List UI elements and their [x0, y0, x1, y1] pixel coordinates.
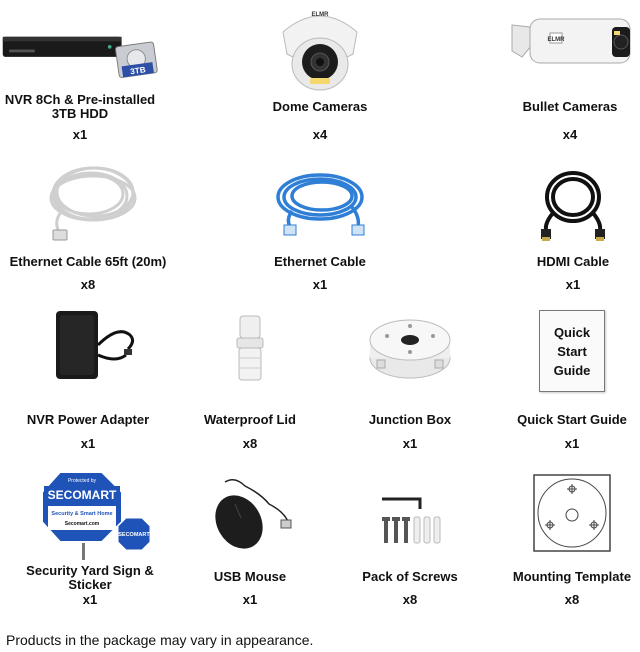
hdd-label-text: 3TB [129, 65, 147, 77]
item-qty: x1 [564, 436, 580, 451]
nvr-hdd-icon [0, 0, 160, 90]
item-qty: x8 [402, 592, 418, 607]
power-adapter-icon [8, 305, 168, 385]
screws-icon [330, 468, 490, 560]
booklet-line: Start [557, 343, 587, 359]
item-qty: x1 [82, 592, 98, 607]
item-qty: x1 [80, 436, 96, 451]
item-qty: x4 [312, 127, 328, 142]
item-qty: x1 [312, 277, 328, 292]
item-label: Bullet Cameras [522, 99, 618, 114]
bullet-brand: ELMR [547, 37, 565, 43]
sign-brand-text: SECOMART [47, 488, 117, 502]
footer-note: Products in the package may vary in appearance. [6, 632, 314, 648]
bullet-camera-icon [490, 0, 640, 90]
booklet-line: Quick [553, 324, 591, 340]
usb-mouse-icon [170, 468, 330, 560]
item-qty: x8 [242, 436, 258, 451]
item-label: USB Mouse [213, 569, 287, 584]
sign-top-text: Protected by [67, 478, 97, 484]
item-qty: x1 [72, 127, 88, 142]
waterproof-lid-icon [170, 305, 330, 390]
ethernet-blue-icon [240, 160, 400, 245]
item-label: NVR 8Ch & Pre-installed 3TB HDD [4, 92, 156, 121]
item-label: Quick Start Guide [517, 412, 627, 427]
item-label: NVR Power Adapter [26, 412, 150, 427]
item-label: Security Yard Sign & Sticker [26, 563, 154, 592]
ethernet-coil-icon [8, 160, 168, 245]
item-label: Pack of Screws [362, 569, 458, 584]
sign-url-text: Secomart.com [64, 521, 100, 527]
item-label: Ethernet Cable [274, 254, 366, 269]
dome-camera-icon [240, 0, 400, 96]
booklet-line: Guide [553, 362, 591, 378]
item-label: Dome Cameras [272, 99, 368, 114]
item-label: Junction Box [368, 412, 452, 427]
junction-box-icon [330, 305, 490, 395]
item-qty: x1 [565, 277, 581, 292]
item-label: HDMI Cable [536, 254, 610, 269]
dome-brand: ELMR [311, 12, 329, 18]
guide-booklet-icon [492, 305, 640, 397]
item-label: Mounting Template [512, 569, 632, 584]
item-qty: x1 [242, 592, 258, 607]
item-label: Waterproof Lid [204, 412, 296, 427]
item-qty: x8 [564, 592, 580, 607]
hdmi-cable-icon [493, 160, 640, 245]
yard-sign-icon [10, 468, 170, 560]
item-qty: x1 [402, 436, 418, 451]
sign-sub-text: Security & Smart Home [51, 511, 113, 517]
sticker-brand-text: SECOMART [118, 532, 150, 538]
item-qty: x8 [80, 277, 96, 292]
item-label: Ethernet Cable 65ft (20m) [9, 254, 167, 269]
item-qty: x4 [562, 127, 578, 142]
mounting-template-icon [492, 468, 640, 558]
